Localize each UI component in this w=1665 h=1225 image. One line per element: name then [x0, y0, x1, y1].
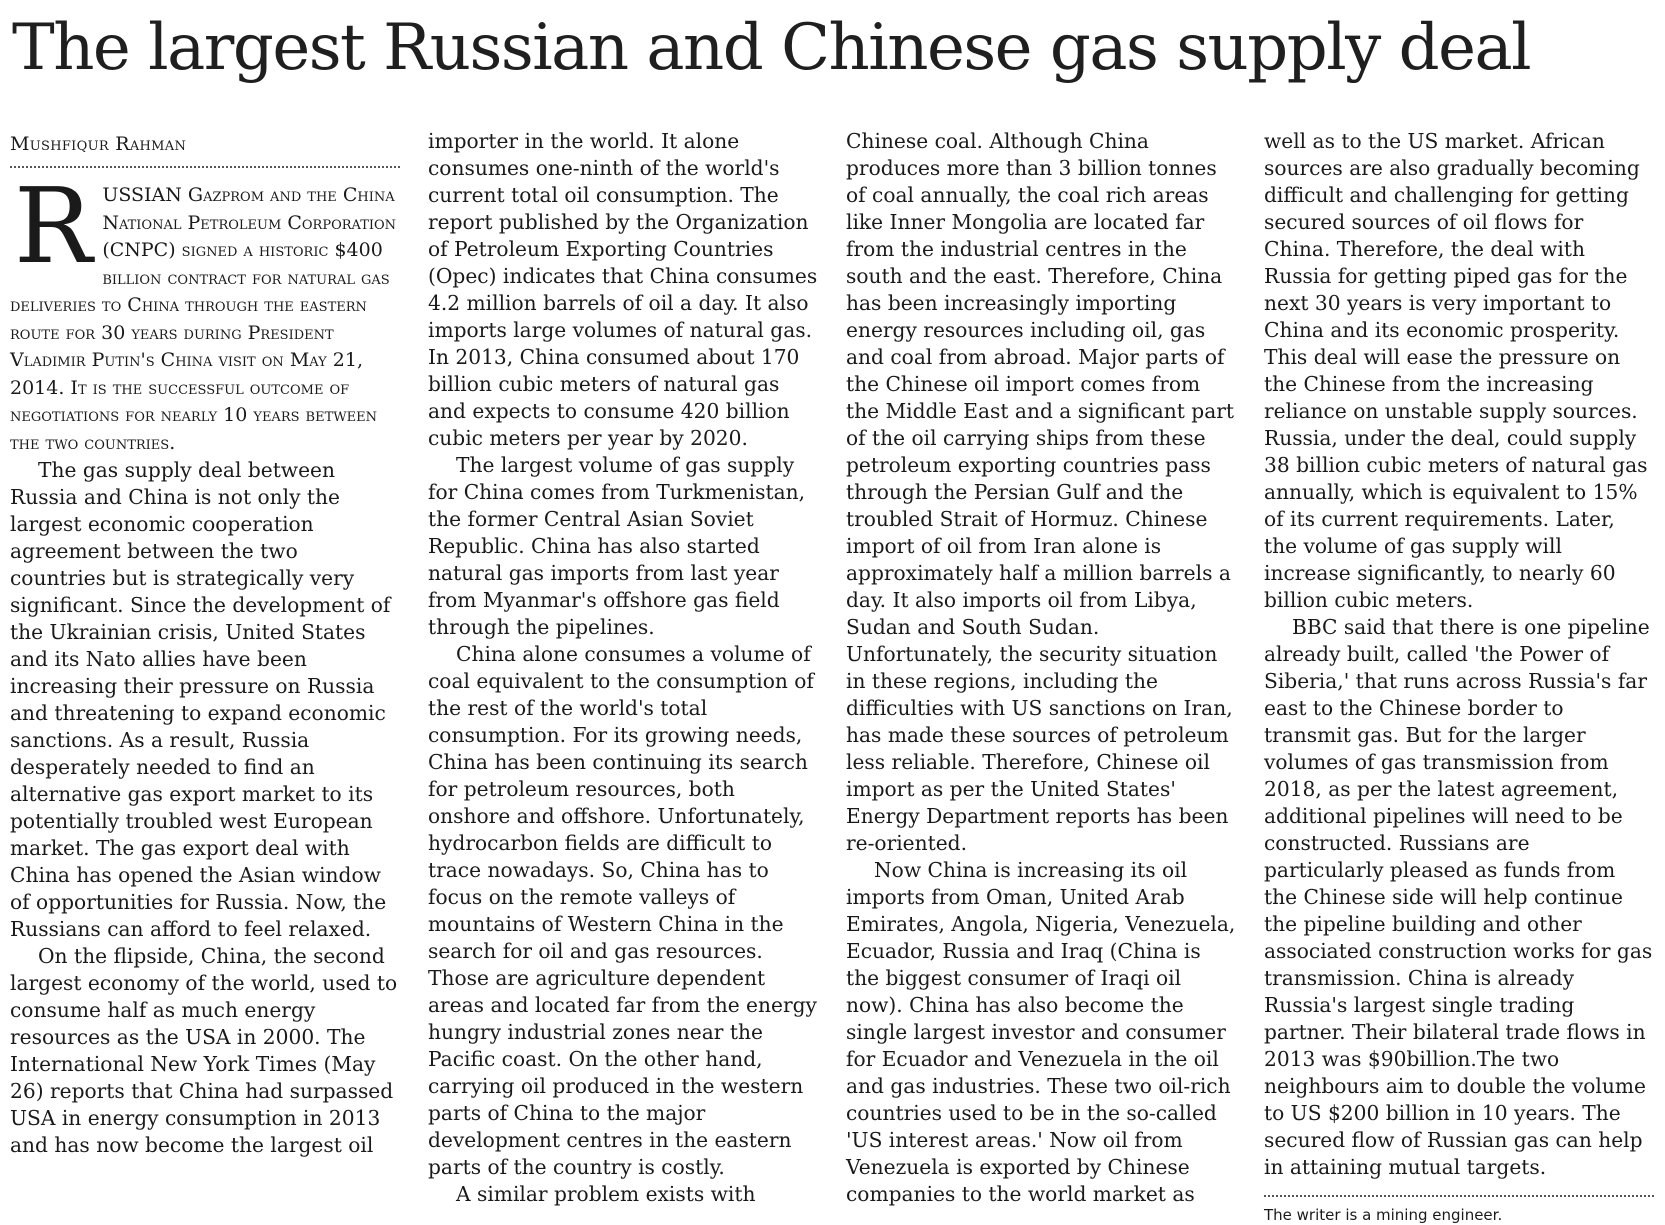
paragraph: A similar problem exists with	[456, 1182, 756, 1206]
drop-cap: R	[14, 165, 93, 287]
column-1	[10, 128, 400, 1159]
column-4	[1264, 128, 1654, 1225]
paragraph: The largest volume of gas supply for China comes from Turkmenistan, the former Central Asian Soviet Republic. China has also started natural gas imports from last year from Myanmar's offshore gas field through the pipelines.	[428, 453, 806, 639]
headline: The largest Russian and Chinese gas supply deal	[12, 11, 1531, 85]
paragraph: On the flipside, China, the second largest economy of the world, used to consume half as much energy resources as the USA in 2000. The International New York Times (May 26) reports that China had surpassed USA in energy consumption in 2013 and has now become the largest oil	[10, 944, 398, 1157]
column-2	[428, 128, 818, 1208]
paragraph: well as to the US market. African sources are also gradually becoming difficult and challenging for getting secured sources of oil flows for China. Therefore, the deal with Russia for getting piped gas for the next 30 years is very important to China and its economic prosperity. This deal will ease the pressure on the Chinese from the increasing reliance on unstable supply sources. Russia, under the deal, could supply 38 billion cubic meters of natural gas annually, which is equivalent to 15% of its current requirements. Later, the volume of gas supply will increase significantly, to nearly 60 billion cubic meters.	[1264, 129, 1648, 612]
byline: Mushfiqur Rahman	[10, 128, 400, 168]
column-3	[846, 128, 1236, 1208]
paragraph: Chinese coal. Although China produces more than 3 billion tonnes of coal annually, the coal rich areas like Inner Mongolia are located far from the industrial centres in the south and the east. Therefore, China has been increasingly importing energy resources including oil, gas and coal from abroad. Major parts of the Chinese oil import comes from the Middle East and a significant part of the oil carrying ships from these petroleum exporting countries pass through the Persian Gulf and the troubled Strait of Hormuz. Chinese import of oil from Iran alone is approximately half a million barrels a day. It also imports oil from Libya, Sudan and South Sudan. Unfortunately, the security situation in these regions, including the difficulties with US sanctions on Iran, has made these sources of petroleum less reliable. Therefore, Chinese oil import as per the United States' Energy Department reports has been re-oriented.	[846, 129, 1235, 855]
lead-paragraph	[10, 165, 400, 457]
paragraph: Now China is increasing its oil imports from Oman, United Arab Emirates, Angola, Nigeria, Venezuela, Ecuador, Russia and Iraq (China is the biggest consumer of Iraqi oil now). China has also become the single largest investor and consumer for Ecuador and Venezuela in the oil and gas industries. These two oil-rich countries used to be in the so-called 'US interest areas.' Now oil from Venezuela is exported by Chinese companies to the world market as	[846, 858, 1236, 1206]
paragraph: BBC said that there is one pipeline already built, called 'the Power of Siberia,' that runs across Russia's far east to the Chinese border to transmit gas. But for the larger volumes of gas transmission from 2018, as per the latest agreement, additional pipelines will need to be constructed. Russians are particularly pleased as funds from the Chinese side will help continue the pipeline building and other associated construction works for gas transmission. China is already Russia's largest single trading partner. Their bilateral trade flows in 2013 was $90billion.The two neighbours aim to double the volume to US $200 billion in 10 years. The secured flow of Russian gas can help in attaining mutual targets.	[1264, 615, 1653, 1179]
lead-text: USSIAN Gazprom and the China National Petroleum Corporation (CNPC) signed a historic $400 billion contract for natural gas deliveries to China through the eastern route for 30 years during President Vladimir Putin's China visit on May 21, 2014. It is the successful outcome of negotiations for nearly 10 years between the two countries.	[10, 184, 397, 454]
paragraph: importer in the world. It alone consumes one-ninth of the world's current total oil consumption. The report published by the Organization of Petroleum Exporting Countries (Opec) indicates that China consumes 4.2 million barrels of oil a day. It also imports large volumes of natural gas. In 2013, China consumed about 170 billion cubic meters of natural gas and expects to consume 420 billion cubic meters per year by 2020.	[428, 129, 818, 450]
paragraph: China alone consumes a volume of coal equivalent to the consumption of the rest of the world's total consumption. For its growing needs, China has been continuing its search for petroleum resources, both onshore and offshore. Unfortunately, hydrocarbon fields are difficult to trace nowadays. So, China has to focus on the remote valleys of mountains of Western China in the search for oil and gas resources. Those are agriculture dependent areas and located far from the energy hungry industrial zones near the Pacific coast. On the other hand, carrying oil produced in the western parts of China to the major development centres in the eastern parts of the country is costly.	[428, 642, 817, 1179]
author-note: The writer is a mining engineer.	[1264, 1195, 1654, 1225]
paragraph: The gas supply deal between Russia and China is not only the largest economic cooperation agreement between the two countries but is strategically very significant. Since the development of the Ukrainian crisis, United States and its Nato allies have been increasing their pressure on Russia and threatening to expand economic sanctions. As a result, Russia desperately needed to find an alternative gas export market to its potentially troubled west European market. The gas export deal with China has opened the Asian window of opportunities for Russia. Now, the Russians can afford to feel relaxed.	[10, 458, 391, 941]
